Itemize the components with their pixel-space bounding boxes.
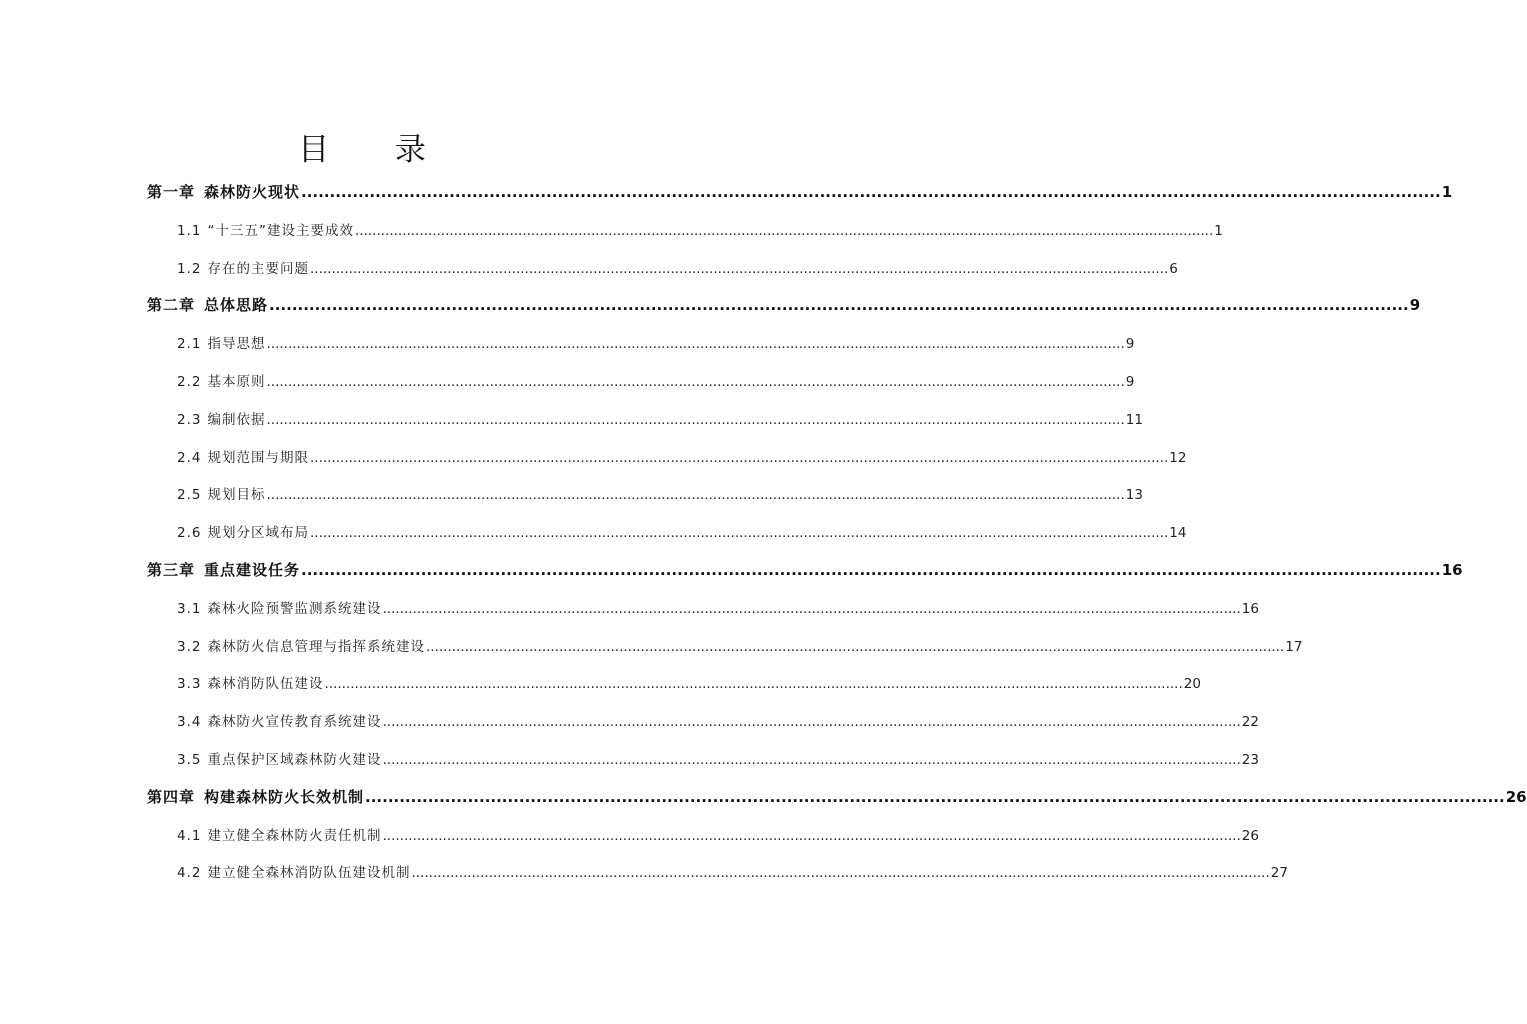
dot-leader: ........................................................................................................................................................................................................ — [309, 260, 1169, 277]
toc-entry-title — [177, 597, 381, 617]
toc-entry-label: 构建森林防火长效机制 — [204, 787, 365, 806]
toc-section-entry[interactable] — [177, 710, 1259, 731]
toc-page-number: 12 — [1169, 449, 1187, 466]
dot-leader: ........................................................................................................................................................................................................ — [382, 827, 1241, 844]
toc-entry-number: 2.1 — [177, 336, 202, 353]
toc-section-entry[interactable] — [177, 861, 1288, 882]
toc-entry-number: 第四章 — [147, 787, 196, 806]
toc-entry-number: 4.1 — [177, 827, 202, 844]
toc-entry-label: “十三五”建设主要成效 — [207, 222, 354, 239]
toc-entry-number: 第一章 — [147, 183, 196, 201]
toc-entry-label: 重点建设任务 — [204, 561, 301, 579]
dot-leader: ........................................................................................................................................................................................................ — [309, 525, 1169, 542]
dot-leader: ........................................................................................................................................................................................................ — [266, 336, 1125, 353]
toc-chapter-entry[interactable] — [147, 181, 1453, 202]
toc-page-number: 14 — [1169, 525, 1187, 542]
toc-entry-number: 1.2 — [177, 260, 202, 277]
dot-leader: ........................................................................................................................................................................................................ — [301, 183, 1441, 201]
toc-section-entry[interactable] — [177, 408, 1143, 428]
toc-section-entry[interactable] — [177, 824, 1259, 844]
toc-entry-label: 存在的主要问题 — [207, 260, 309, 277]
toc-section-entry[interactable] — [177, 332, 1135, 353]
toc-entry-title — [177, 219, 354, 239]
toc-page-number: 16 — [1241, 600, 1259, 617]
toc-section-entry[interactable] — [177, 219, 1223, 239]
page-title: 目 录 — [298, 132, 454, 168]
toc-entry-title — [177, 483, 265, 503]
toc-page-number: 9 — [1409, 296, 1421, 315]
toc-entry-title — [177, 861, 410, 881]
toc-entry-label: 森林消防队伍建设 — [207, 676, 324, 693]
toc-section-entry[interactable] — [177, 748, 1259, 768]
toc-section-entry[interactable] — [177, 370, 1135, 390]
toc-entry-title — [177, 257, 309, 277]
toc-entry-number: 2.6 — [177, 525, 202, 542]
dot-leader: ........................................................................................................................................................................................................ — [382, 752, 1241, 768]
dot-leader: ........................................................................................................................................................................................................ — [354, 222, 1214, 239]
toc-entry-number: 3.4 — [177, 714, 202, 731]
toc-entry-number: 第三章 — [147, 561, 196, 579]
dot-leader: ........................................................................................................................................................................................................ — [425, 638, 1285, 655]
toc-page-number: 13 — [1125, 487, 1143, 504]
toc-entry-label: 建立健全森林防火责任机制 — [207, 827, 382, 844]
dot-leader: ........................................................................................................................................................................................................ — [266, 374, 1125, 390]
dot-leader: ........................................................................................................................................................................................................ — [382, 600, 1241, 617]
toc-page-number: 1 — [1441, 183, 1453, 201]
dot-leader: ........................................................................................................................................................................................................ — [411, 865, 1270, 882]
toc-page-number: 16 — [1441, 561, 1463, 579]
toc-chapter-entry[interactable] — [147, 559, 1463, 580]
toc-chapter-entry[interactable] — [147, 786, 1527, 807]
toc-entry-label: 森林防火宣传教育系统建设 — [207, 714, 382, 731]
toc-entry-number: 第二章 — [147, 296, 196, 315]
toc-entry-number: 3.3 — [177, 676, 202, 693]
toc-entry-number: 3.5 — [177, 752, 202, 768]
toc-entry-title — [177, 332, 265, 352]
dot-leader: ........................................................................................................................................................................................................ — [382, 714, 1241, 731]
dot-leader: ........................................................................................................................................................................................................ — [301, 561, 1441, 579]
toc-entry-title — [177, 672, 323, 692]
toc-section-entry[interactable] — [177, 635, 1303, 655]
toc-entry-title — [177, 635, 425, 655]
toc-entry-title — [147, 559, 300, 580]
toc-page-number: 26 — [1505, 787, 1527, 806]
toc-entry-label: 编制依据 — [207, 411, 266, 428]
toc-entry-label: 重点保护区域森林防火建设 — [207, 752, 382, 768]
toc-entry-label: 指导思想 — [207, 336, 266, 353]
toc-entry-number: 4.2 — [177, 865, 202, 882]
toc-entry-number: 2.5 — [177, 487, 202, 504]
toc-section-entry[interactable] — [177, 257, 1178, 277]
toc-entry-label: 规划范围与期限 — [207, 449, 309, 466]
toc-entry-title — [147, 294, 268, 315]
toc-page-number: 11 — [1125, 411, 1143, 428]
toc-page-number: 22 — [1241, 714, 1259, 731]
toc-entry-label: 森林防火信息管理与指挥系统建设 — [207, 638, 425, 655]
toc-entry-title — [177, 824, 381, 844]
toc-entry-number: 3.2 — [177, 638, 202, 655]
dot-leader: ........................................................................................................................................................................................................ — [309, 449, 1169, 466]
toc-entry-number: 3.1 — [177, 600, 202, 617]
toc-page-number: 6 — [1169, 260, 1178, 277]
dot-leader: ........................................................................................................................................................................................................ — [269, 296, 1409, 315]
toc-page-number: 9 — [1125, 336, 1135, 353]
toc-entry-number: 2.3 — [177, 411, 202, 428]
toc-page-number: 1 — [1214, 222, 1223, 239]
toc-entry-title — [177, 408, 265, 428]
toc-entry-number: 1.1 — [177, 222, 202, 239]
toc-page-number: 9 — [1125, 374, 1135, 390]
toc-entry-label: 基本原则 — [207, 374, 266, 390]
toc-section-entry[interactable] — [177, 597, 1259, 617]
dot-leader: ........................................................................................................................................................................................................ — [324, 676, 1183, 693]
toc-entry-title — [147, 181, 300, 202]
toc-entry-title — [177, 521, 309, 541]
toc-section-entry[interactable] — [177, 521, 1187, 542]
toc-entry-title — [147, 786, 364, 807]
toc-page-number: 17 — [1285, 638, 1303, 655]
toc-section-entry[interactable] — [177, 446, 1187, 466]
dot-leader: ........................................................................................................................................................................................................ — [266, 411, 1125, 428]
toc-chapter-entry[interactable] — [147, 294, 1421, 315]
toc-entry-label: 建立健全森林消防队伍建设机制 — [207, 865, 411, 882]
toc-page-number: 27 — [1270, 865, 1288, 882]
toc-page-number: 23 — [1241, 752, 1259, 768]
toc-section-entry[interactable] — [177, 672, 1201, 693]
toc-page-number: 20 — [1183, 676, 1201, 693]
toc-entry-label: 规划目标 — [207, 487, 266, 504]
dot-leader: ........................................................................................................................................................................................................ — [365, 787, 1505, 806]
toc-entry-label: 森林防火现状 — [204, 183, 301, 201]
toc-section-entry[interactable] — [177, 483, 1143, 504]
toc-entry-title — [177, 748, 381, 768]
toc-entry-number: 2.4 — [177, 449, 202, 466]
toc-entry-label: 总体思路 — [204, 296, 269, 315]
toc-entry-title — [177, 370, 265, 390]
toc-entry-title — [177, 446, 309, 466]
dot-leader: ........................................................................................................................................................................................................ — [266, 487, 1125, 504]
toc-entry-label: 森林火险预警监测系统建设 — [207, 600, 382, 617]
toc-entry-title — [177, 710, 381, 730]
toc-entry-label: 规划分区域布局 — [207, 525, 309, 542]
toc-entry-number: 2.2 — [177, 374, 202, 390]
toc-page-number: 26 — [1241, 827, 1259, 844]
